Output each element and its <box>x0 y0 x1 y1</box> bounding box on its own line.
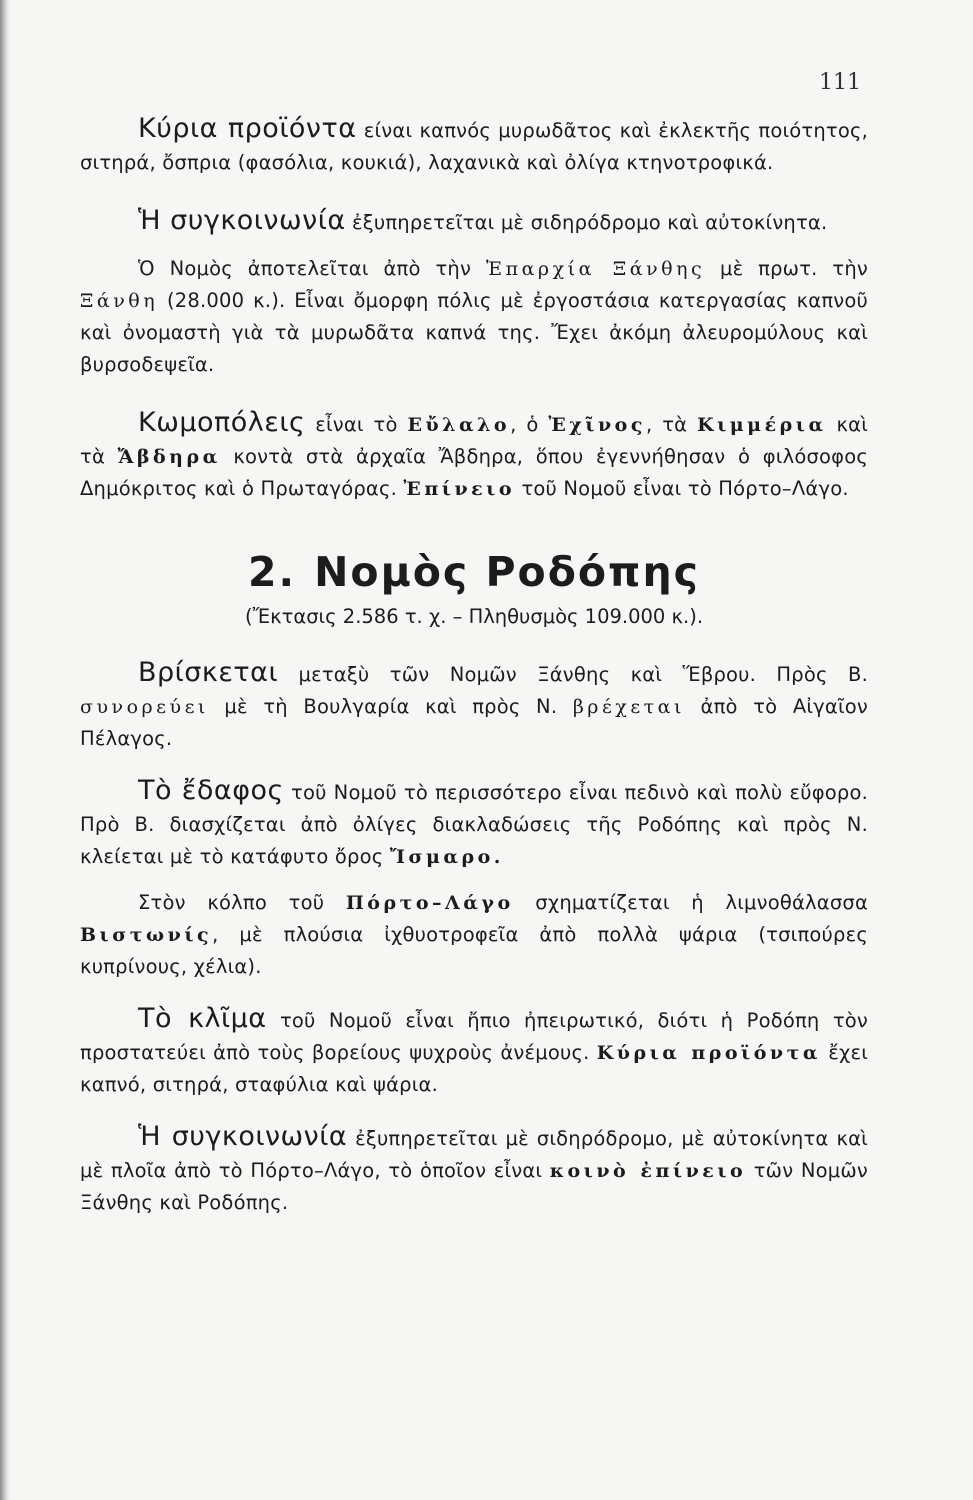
paragraph-lagoon <box>80 887 868 983</box>
paragraph-text: ἔχει καπνό, σιτηρά, σταφύλια καὶ ψάρια. <box>80 1041 868 1096</box>
spaced-term: Βιστωνίς <box>80 924 213 946</box>
paragraph-text: τοῦ Νομοῦ τὸ περισσότερο εἶναι πεδινὸ καὶ πολὺ εὔφορο. Πρὸ Β. διασχίζεται ἀπὸ ὀλίγες διακλαδώσεις τῆς Ροδόπης καὶ πρὸς Ν. κλείεται μὲ τὸ κατάφυτο ὄρος <box>80 781 869 868</box>
page-binding-edge <box>0 0 10 1500</box>
page-number: 111 <box>819 70 861 95</box>
paragraph-text: , ὁ <box>510 413 549 436</box>
spaced-term: Ἄβδηρα <box>117 446 221 468</box>
paragraph-lead: Τὸ κλῖμα <box>138 1003 267 1034</box>
spaced-term: Ἴσμαρο. <box>389 846 504 868</box>
paragraph-text: σχηματίζεται ἡ λιμνοθάλασσα <box>513 891 868 914</box>
page-content <box>80 113 868 1219</box>
paragraph-text: , μὲ πλούσια ἰχθυοτροφεῖα ἀπὸ πολλὰ ψάρια (τσιπούρες κυπρίνους, χέλια). <box>80 923 868 978</box>
spaced-term: Ἐπίνειο <box>403 478 516 500</box>
paragraph-text: ἀπὸ τὸ Αἰγαῖον Πέλαγος. <box>80 695 868 750</box>
paragraph-transport-xanthi <box>80 205 868 239</box>
paragraph-terrain-rodopi <box>80 775 868 873</box>
paragraph-text: Στὸν κόλπο τοῦ <box>138 891 346 914</box>
spaced-term: κοινὸ ἐπίνειο <box>549 1160 747 1182</box>
paragraph-text: εἶναι τὸ <box>305 413 408 436</box>
section-title-text: Νομὸς Ροδόπης <box>314 548 700 596</box>
paragraph-text: ἐξυπηρετεῖται μὲ σιδηρόδρομο, μὲ αὐτοκίνητα καὶ μὲ πλοῖα ἀπὸ τὸ Πόρτο–Λάγο, τὸ ὁποῖον εἶναι <box>80 1127 868 1182</box>
paragraph-text: τῶν Νομῶν Ξάνθης καὶ Ροδόπης. <box>80 1159 868 1214</box>
spaced-term: Ξάνθη <box>80 290 159 312</box>
spaced-term: βρέχεται <box>572 696 685 718</box>
paragraph-lead: Τὸ ἔδαφος <box>138 775 284 806</box>
paragraph-lead: Κύρια προϊόντα <box>138 113 357 144</box>
paragraph-text: είναι καπνός μυρωδᾶτος καὶ ἐκλεκτῆς ποιότητος, σιτηρά, ὄσπρια (φασόλια, κουκιά), λαχανικὰ καὶ ὀλίγα κτηνοτροφικά. <box>80 119 868 174</box>
spaced-term: Πόρτο–Λάγο <box>345 892 514 914</box>
paragraph-transport-rodopi <box>80 1121 868 1219</box>
paragraph-text: μὲ πρωτ. τὴν <box>705 257 868 280</box>
paragraph-text: τοῦ Νομοῦ εἶναι ἤπιο ἠπειρωτικό, διότι ἡ Ροδόπη τὸν προστατεύει ἀπὸ τοὺς βορείους ψυχροὺς ἀνέμους. <box>80 1009 868 1064</box>
paragraph-lead: Βρίσκεται <box>138 657 279 688</box>
paragraph-main-products-xanthi <box>80 113 868 179</box>
spaced-term: Ἐπαρχία Ξάνθης <box>485 258 706 280</box>
paragraph-location-rodopi <box>80 657 868 755</box>
section-number: 2. <box>248 548 297 596</box>
section-subtitle: (Ἔκτασις 2.586 τ. χ. – Πληθυσμὸς 109.000 κ.). <box>244 605 704 628</box>
paragraph-text: ἐξυπηρετεῖται μὲ σιδηρόδρομο καὶ αὐτοκίνητα. <box>345 211 828 234</box>
spaced-term: Ἐχῖνος <box>548 414 646 436</box>
spaced-term: συνορεύει <box>80 696 209 718</box>
paragraph-climate-rodopi <box>80 1003 868 1101</box>
paragraph-text: , τὰ <box>645 413 698 436</box>
spaced-term: Κύρια προϊόντα <box>596 1042 822 1064</box>
paragraph-lead: Ἡ συγκοινωνία <box>138 205 346 236</box>
paragraph-lead: Ἡ συγκοινωνία <box>138 1121 348 1152</box>
section-title <box>80 547 868 597</box>
spaced-term: Κιμμέρια <box>697 414 827 436</box>
paragraph-text: τοῦ Νομοῦ εἶναι τὸ Πόρτο–Λάγο. <box>515 477 849 500</box>
paragraph-text: μεταξὺ τῶν Νομῶν Ξάνθης καὶ Ἕβρου. Πρὸς Β. <box>278 663 868 686</box>
paragraph-prefecture-composition <box>80 253 868 381</box>
paragraph-text: Ὁ Νομὸς ἀποτελεῖται ἀπὸ τὴν <box>138 257 486 280</box>
spaced-term: Εὔλαλο <box>407 414 511 436</box>
paragraph-text: (28.000 κ.). Εἶναι ὄμορφη πόλις μὲ ἐργοστάσια κατεργασίας καπνοῦ καὶ ὀνομαστὴ γιὰ τὰ μυρωδᾶτα καπνά της. Ἔχει ἀκόμη ἀλευρομύλους καὶ βυρσοδεψεῖα. <box>80 289 868 376</box>
paragraph-lead: Κωμοπόλεις <box>138 407 306 438</box>
paragraph-text: κοντὰ στὰ ἀρχαῖα Ἄβδηρα, ὅπου ἐγεννήθησαν ὁ φιλόσοφος Δημόκριτος καὶ ὁ Πρωταγόρας. <box>80 445 868 500</box>
paragraph-towns-xanthi <box>80 407 868 505</box>
paragraph-text: μὲ τὴ Βουλγαρία καὶ πρὸς Ν. <box>208 695 573 718</box>
paragraph-text: καὶ τὰ <box>80 413 869 468</box>
